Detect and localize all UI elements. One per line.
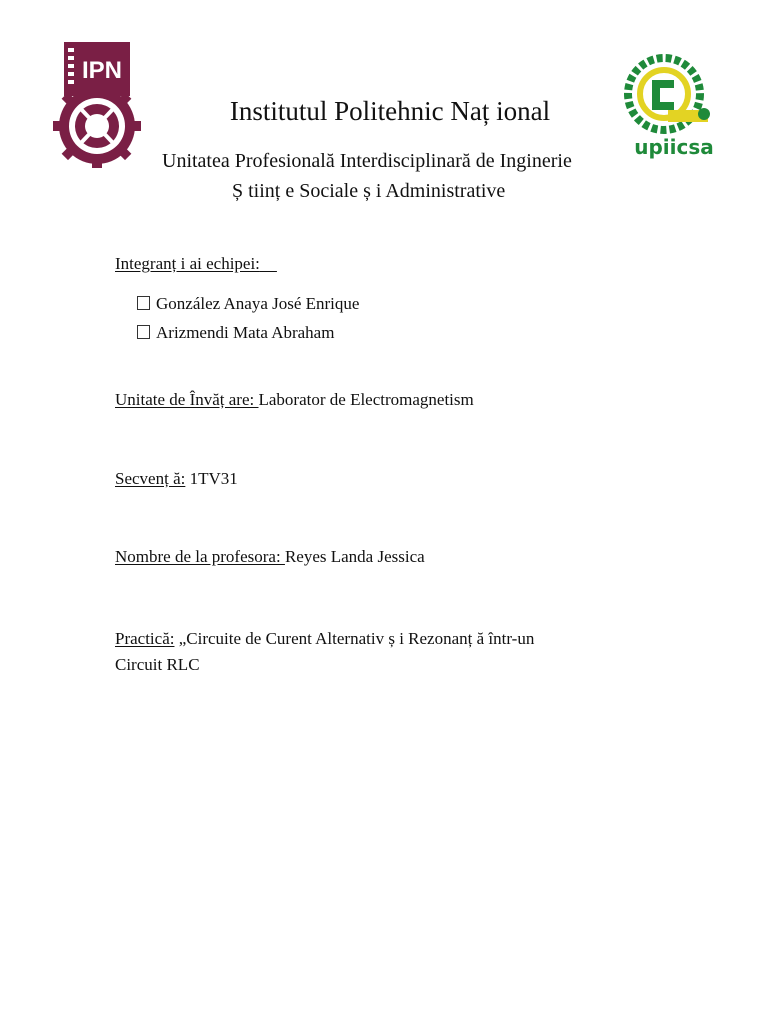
practice-title-line-1: „Circuite de Curent Alternativ ș i Rezonanț ă într-un bbox=[174, 629, 535, 648]
course-unit-value: Laborator de Electromagnetism bbox=[258, 390, 474, 409]
institution-title: Institutul Politehnic Naț ional bbox=[229, 96, 551, 126]
bullet-icon bbox=[137, 296, 150, 310]
team-label-underline-space bbox=[260, 254, 277, 273]
teacher-name: Reyes Landa Jessica bbox=[284, 547, 425, 566]
team-member-name: Arizmendi Mata Abraham bbox=[156, 323, 335, 342]
sequence-value: 1TV31 bbox=[185, 469, 238, 488]
sequence-label: Secvenț ă: bbox=[115, 469, 186, 488]
practice-label: Practică: bbox=[115, 629, 175, 648]
sequence bbox=[115, 469, 238, 489]
team-member bbox=[137, 294, 359, 314]
teacher bbox=[115, 547, 425, 567]
svg-text:upiicsa: upiicsa bbox=[634, 135, 714, 159]
team-heading bbox=[115, 254, 277, 274]
unit-name-line-2: Ș tiinț e Sociale ș i Administrative bbox=[232, 180, 506, 202]
course-unit-label: Unitate de Învăț are: bbox=[115, 390, 259, 409]
unit-name-line-1: Unitatea Profesională Interdisciplinară de Inginerie bbox=[162, 150, 572, 172]
bullet-icon bbox=[137, 325, 150, 339]
team-member bbox=[137, 323, 334, 343]
practice bbox=[115, 629, 534, 649]
team-label: Integranț i ai echipei: bbox=[115, 254, 260, 273]
svg-text:IPN: IPN bbox=[81, 57, 123, 84]
practice-title-line-2: Circuit RLC bbox=[115, 655, 200, 674]
team-member-name: González Anaya José Enrique bbox=[156, 294, 360, 313]
teacher-label: Nombre de la profesora: bbox=[115, 547, 285, 566]
course-unit bbox=[115, 390, 474, 410]
